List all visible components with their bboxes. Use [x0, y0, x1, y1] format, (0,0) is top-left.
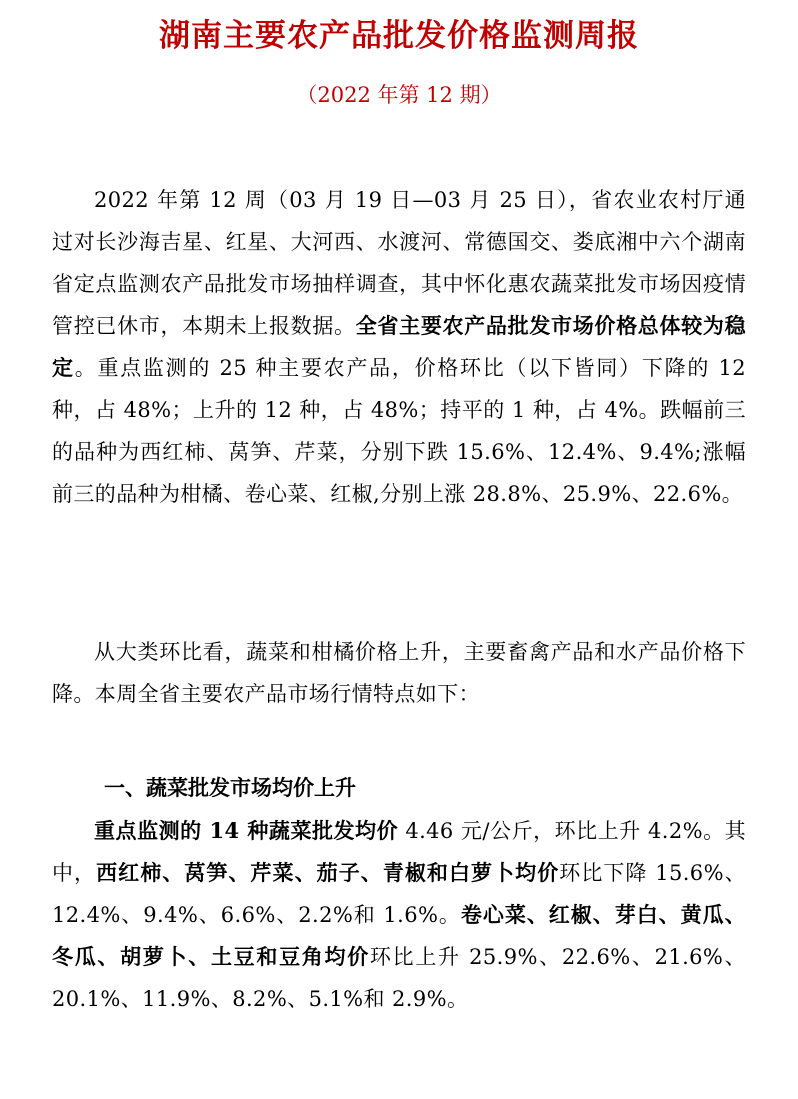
- intro-summary-bold: 全省主要农产品批发市场价格总体较为稳定: [52, 313, 746, 380]
- issue-subtitle: （2022 年第 12 期）: [296, 83, 502, 107]
- vegetable-text-part2: 4.46 元/公斤，环比上升 4.2%。其中，: [52, 819, 747, 885]
- vegetable-text-part4: 环比下降 15.6%、12.4%、9.4%、6.6%、2.2%和 1.6%。: [52, 861, 746, 927]
- intro-paragraph-text: [52, 179, 746, 515]
- vegetable-text-bold1: 重点监测的 14 种蔬菜批发均价: [94, 818, 399, 843]
- vegetable-text-bold5: 卷心菜、红椒、芽白、黄瓜、冬瓜、胡萝卜、土豆和豆角均价: [52, 902, 746, 969]
- report-title: 湖南主要农产品批发价格监测周报: [159, 18, 639, 54]
- vegetable-paragraph-text: [52, 810, 746, 1020]
- category-paragraph-text: 从大类环比看，蔬菜和柑橘价格上升，主要畜禽产品和水产品价格下降。本周全省主要农产品市场行情特点如下：: [52, 640, 746, 706]
- intro-text-part3: 。重点监测的 25 种主要农产品，价格环比（以下皆同）下降的 12 种，占 48%；上升的 12 种，占 48%；持平的 1 种，占 4%。跌幅前三的品种为西红柿、莴笋、芹菜，分别下跌 15.6%、12.4%、9.4%;涨幅前三的品种为柑橘、卷心菜、红椒,分别上涨 28.8%、25.9%、22.6%。: [52, 356, 746, 506]
- intro-paragraph: [52, 179, 746, 515]
- category-paragraph: [52, 631, 746, 715]
- vegetable-paragraph: [52, 810, 746, 1020]
- vegetable-text-part6: 环比上升 25.9%、22.6%、21.6%、20.1%、11.9%、8.2%、5.1%和 2.9%。: [52, 945, 746, 1011]
- intro-text-part1: 2022 年第 12 周（03 月 19 日—03 月 25 日），省农业农村厅通过对长沙海吉星、红星、大河西、水渡河、常德国交、娄底湘中六个湖南省定点监测农产品批发市场抽样调查，其中怀化惠农蔬菜批发市场因疫情管控已休市，本期未上报数据。: [52, 188, 746, 338]
- section-heading-vegetables: 一、蔬菜批发市场均价上升: [104, 775, 356, 800]
- vegetable-text-bold3: 西红柿、莴笋、芹菜、茄子、青椒和白萝卜均价: [96, 860, 560, 885]
